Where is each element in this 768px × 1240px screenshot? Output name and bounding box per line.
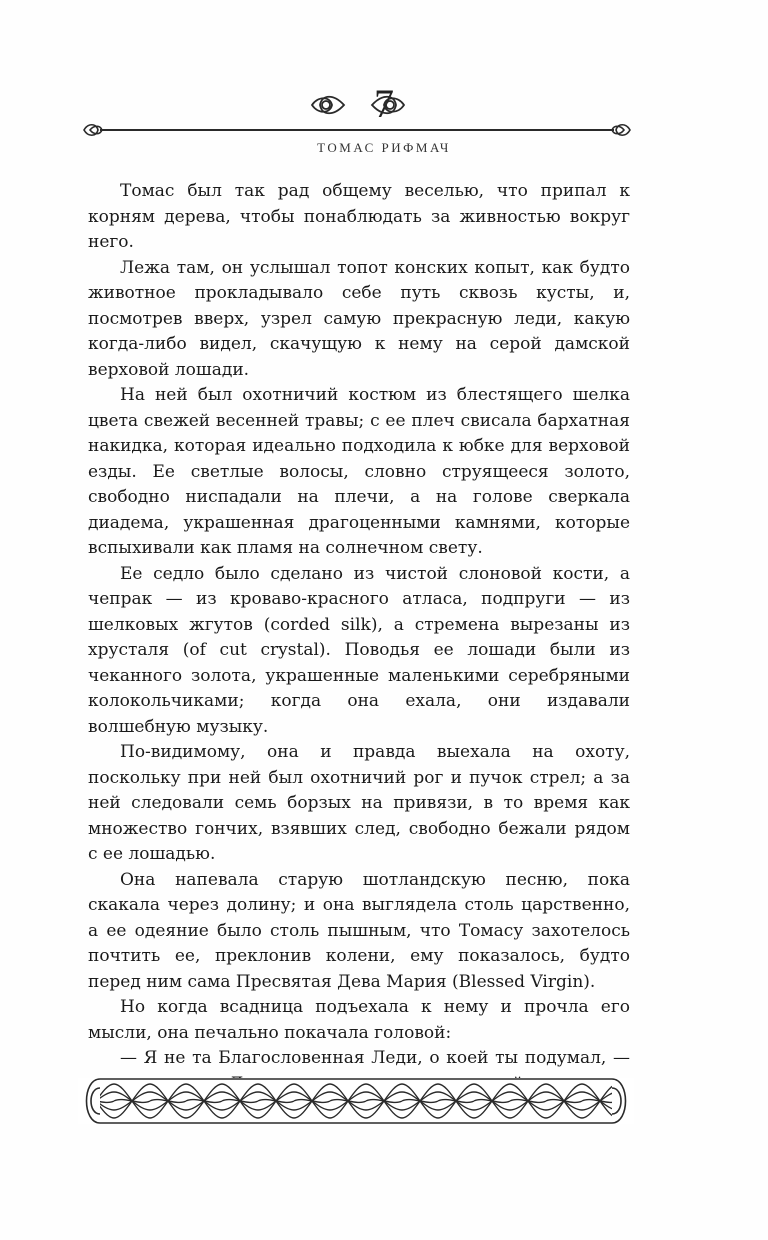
paragraph: Ее седло было сделано из чистой слоновой кости, а чепрак — из кроваво-красного атласа, подпруги — из шелковых жгутов (corded silk), а стремена вырезаны из хрусталя (of cut crystal). Поводья ее лошади были из чеканного золота, украшенные маленькими серебряными колокольчиками; когда она ехала, они издавали волшебную музыку. xyxy=(88,563,630,737)
paragraph: Она напевала старую шотландскую песню, пока скакала через долину; и она выглядела столь царственно, а ее одеяние было столь пышным, что Томасу захотелось почтить ее, преклонив колени, ему показалось, будто перед ним сама Пресвятая Дева Мария (Blessed Virgin). xyxy=(88,869,630,992)
celtic-knotwork-band-icon xyxy=(78,1076,634,1126)
running-head: ТОМАС РИФМАЧ xyxy=(317,140,451,155)
paragraph: Томас был так рад общему веселью, что припал к корням дерева, чтобы понаблюдать за живностью вокруг него. xyxy=(88,181,630,252)
celtic-knot-icon xyxy=(370,92,406,118)
header-rule-ornament xyxy=(82,121,632,139)
page-number: 7 xyxy=(374,81,394,126)
paragraph: — Я не та Благословенная Леди, о коей ты подумал, — xyxy=(120,1048,630,1068)
body-text xyxy=(88,179,630,1097)
paragraph: Но когда всадница подъехала к нему и прочла его мысли, она печально покачала головой: xyxy=(88,997,630,1043)
paragraph: По-видимому, она и правда выехала на охоту, поскольку при ней был охотничий рог и пучок стрел; а за ней следовали семь борзых на привязи, в то время как множество гончих, взявших след, свободно бежали рядом с ее лошадью. xyxy=(88,742,630,864)
paragraph: Лежа там, он услышал топот конских копыт, как будто животное прокладывало себе путь сквозь кусты, и, посмотрев вверх, узрел самую прекрасную леди, какую когда-либо видел, скачущую к нему на серой дамской верховой лошади. xyxy=(88,257,630,380)
paragraph: На ней был охотничий костюм из блестящего шелка цвета свежей весенней травы; с ее плеч свисала бархатная накидка, которая идеально подходила к юбке для верховой езды. Ее светлые волосы, словно струящееся золото, свободно ниспадали на плечи, а на голове сверкала диадема, украшенная драгоценными камнями, которые вспыхивали как пламя на солнечном свету. xyxy=(88,385,630,558)
